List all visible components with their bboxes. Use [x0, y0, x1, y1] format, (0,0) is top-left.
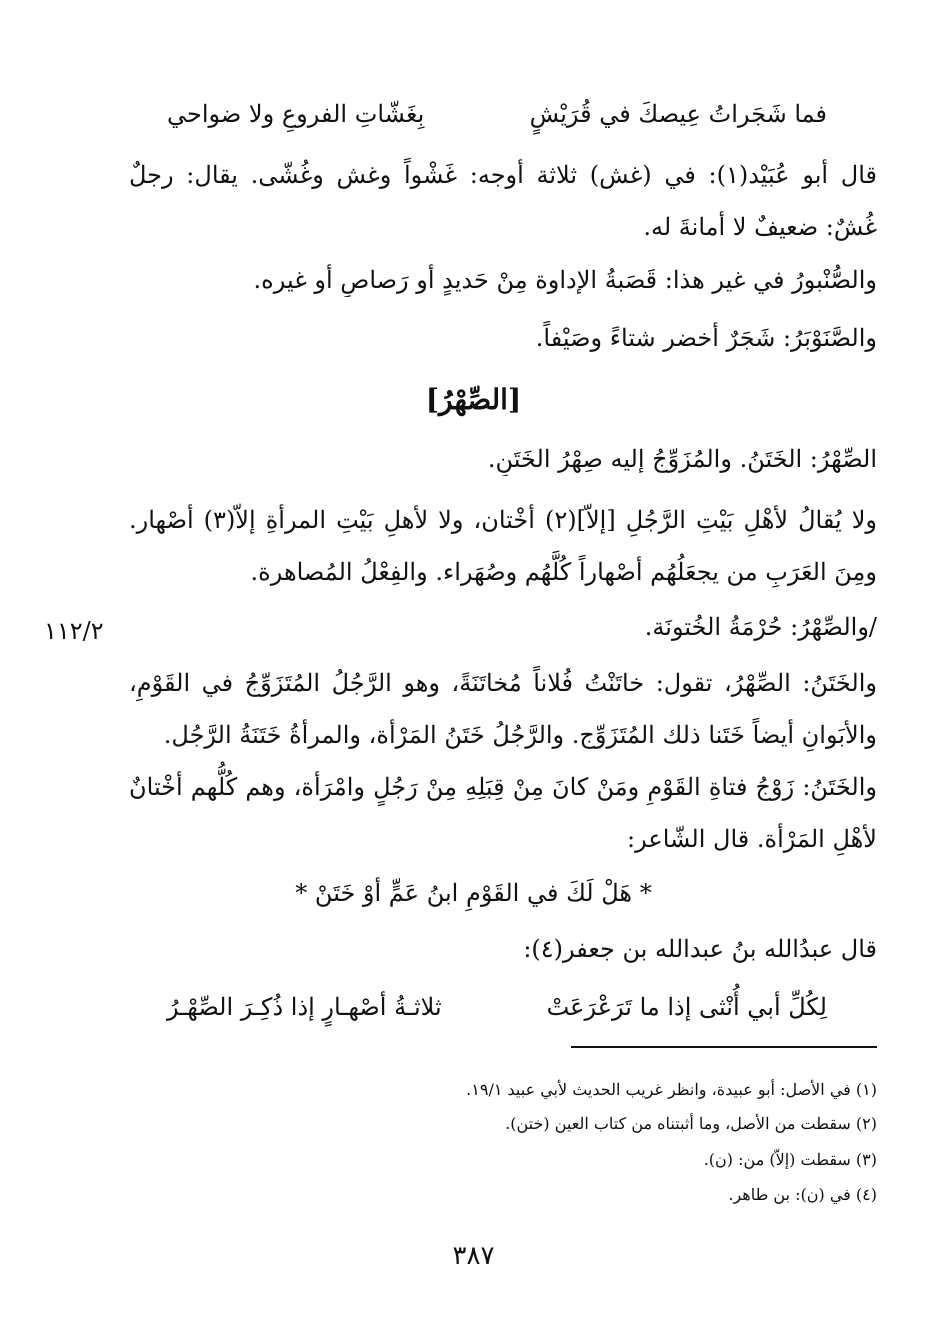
- verse-bottom-first-hemistich: لِكُلِّ أبي أُنْثى إذا ما تَرَعْرَعَتْ: [546, 993, 827, 1021]
- verse-top-first-hemistich: فما شَجَراتُ عِيصكَ في قُرَيْشٍ: [529, 100, 827, 128]
- verse-bottom: [167, 990, 827, 1024]
- line-hurma: /والصِّهْرُ: حُرْمَةُ الخُتونَة.: [644, 613, 877, 641]
- footnote-3: (٣) سقطت (إلاّ) من: (ن).: [703, 1150, 877, 1169]
- footnote-2: (٢) سقطت من الأصل، وما أثبتناه من كتاب العين (ختن).: [505, 1114, 877, 1133]
- paragraph-la-yuqal: ولا يُقالُ لأهْلِ بَيْتِ الرَّجُلِ [إلاّ](٢) أخْتان، ولا لأهلِ بَيْتِ المرأةِ إلاّ(٣) أصْهار. ومِنَ العَرَبِ من يجعَلُهُم أصْهاراً كُلَّهُم وصُهَراء. والفِعْلُ المُصاهرة.: [129, 506, 877, 586]
- line-sanawbar: والصَّنَوْبَرُ: شَجَرٌ أخضر شتاءً وصَيْفاً.: [535, 324, 877, 352]
- line-sanbur: والصُّنْبورُ في غير هذا: قَصَبةُ الإداوة مِنْ حَديدٍ أو رَصاصٍ أو غيره.: [253, 266, 877, 294]
- line-sihr-definition: الصِّهْرُ: الخَتَنُ. والمُزَوِّجُ إليه صِهْرُ الخَتَنِ.: [487, 445, 877, 473]
- verse-bottom-second-hemistich: ثلاثـةُ أصْهـارٍ إذا ذُكِـرَ الصِّهْـرُ: [167, 993, 442, 1021]
- margin-reference: ١١٢/٢: [44, 617, 104, 645]
- paragraph-abu-ubayd: قال أبو عُبَيْد(١): في (غش) ثلاثة أوجه: غَشْواً وغش وغُشّى. يقال: رجلٌ غُشٌ: ضعيفٌ لا أمانةَ له.: [129, 161, 877, 241]
- paragraph-khatan-1: والخَتَنُ: الصِّهْرُ، تقول: خاتَنْتُ فُلاناً مُخاتَنَةً، وهو الرَّجُلُ المُتَزَوِّجُ في القَوْمِ، والأبَوانِ أيضاً خَتَنا ذلك المُتَزَوِّج. والرَّجُلُ خَتَنُ المَرْأة، والمرأةُ خَتَنَةُ الرَّجُل.: [129, 669, 877, 749]
- verse-top: [167, 97, 827, 131]
- verse-centered: * هَلْ لَكَ في القَوْمِ ابنُ عَمٍّ أوْ خَتَنْ *: [295, 879, 652, 907]
- verse-top-second-hemistich: بِغَشّاتِ الفروعِ ولا ضواحي: [167, 100, 425, 128]
- footnote-divider: [571, 1046, 877, 1048]
- paragraph-khatan-2: والخَتَنُ: زَوْجُ فتاةِ القَوْمِ ومَنْ كانَ مِنْ قِبَلِهِ مِنْ رَجُلٍ وامْرَأة، وهم كُلُّهم أخْتانٌ لأهْلِ المَرْأة. قال الشّاعر:: [129, 773, 877, 853]
- footnote-4: (٤) في (ن): بن طاهر.: [728, 1185, 877, 1204]
- footnote-1: (١) في الأصل: أبو عبيدة، وانظر غريب الحديث لأبي عبيد ١٩/١.: [466, 1080, 877, 1099]
- section-heading: [الصِّهْرُ]: [425, 383, 522, 416]
- page-number: ٣٨٧: [452, 1241, 495, 1271]
- line-qal-abdallah: قال عبدُالله بنُ عبدالله بن جعفر(٤):: [523, 935, 877, 963]
